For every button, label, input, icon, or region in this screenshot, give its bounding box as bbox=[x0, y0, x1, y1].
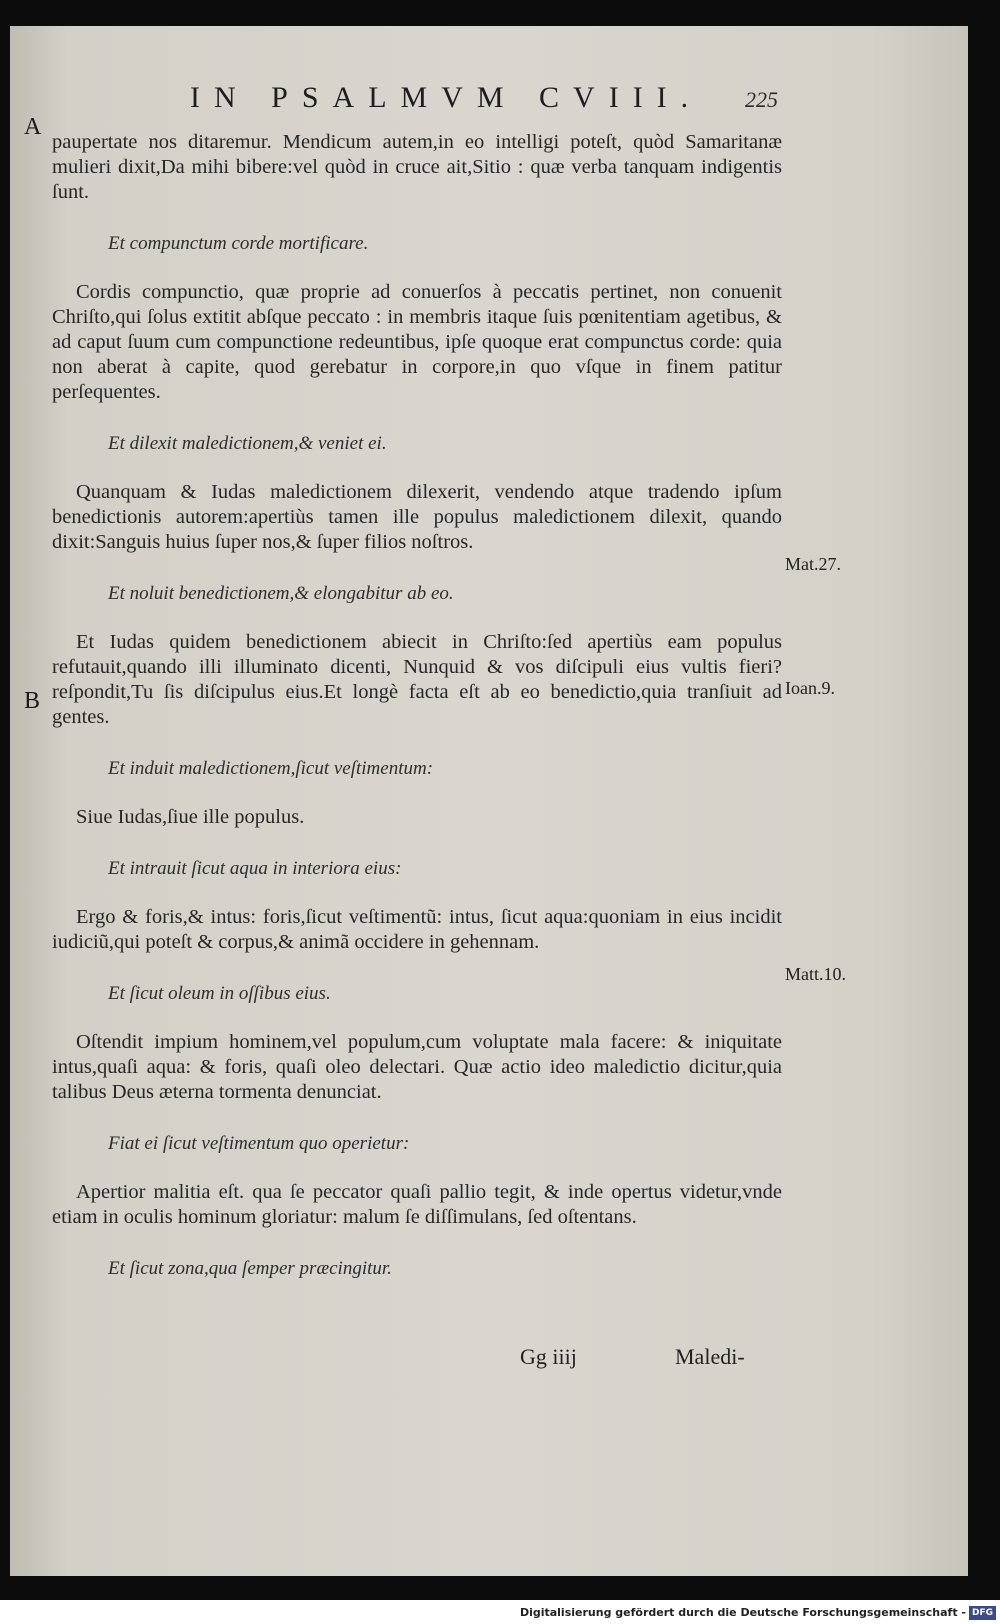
paragraph: Cordis compunctio, quæ proprie ad conuerſos à peccatis pertinet, non conuenit Chriſto,qui ſolus extitit abſque peccato : in membris itaque ſuis pœnitentiam agetibus, & ad caput ſuum cum compunctione redeuntibus, ipſe quoque erat compunctus corde: quia non aberat à capite, quod gerebatur in corpore,in quo vſque in finem patitur perſequentes. bbox=[52, 281, 782, 403]
main-text bbox=[52, 130, 782, 1305]
verse-lemma: Et compunctum corde mortificare. bbox=[108, 233, 369, 254]
verse-lemma: Et ſicut zona,qua ſemper præcingitur. bbox=[108, 1258, 392, 1279]
signature-mark: Gg iiij bbox=[520, 1344, 577, 1369]
section-marker-a: A bbox=[24, 114, 42, 140]
paragraph: Quanquam & Iudas maledictionem dilexerit, vendendo atque tradendo ipſum benedictionis autorem:apertiùs tamen ille populus maledictionem dilexit, quando dixit:Sanguis huius ſuper nos,& ſuper filios noſtros. bbox=[52, 481, 782, 553]
catchword: Maledi- bbox=[675, 1344, 745, 1369]
paragraph: Siue Iudas,ſiue ille populus. bbox=[76, 806, 305, 828]
dfg-logo-icon: DFG bbox=[969, 1606, 996, 1620]
verse-lemma: Et intrauit ſicut aqua in interiora eius: bbox=[108, 858, 402, 879]
book-page bbox=[10, 26, 968, 1576]
verse-lemma: Et induit maledictionem,ſicut veſtimentum: bbox=[108, 758, 434, 779]
paragraph: Apertior malitia eſt. qua ſe peccator quaſi pallio tegit, & inde opertus videtur,vnde etiam in oculis hominum gloriatur: malum ſe diſſimulans, ſed oſtentans. bbox=[52, 1181, 782, 1228]
footer-bar bbox=[0, 1604, 1000, 1624]
verse-lemma: Fiat ei ſicut veſtimentum quo operietur: bbox=[108, 1133, 410, 1154]
paragraph: Ergo & foris,& intus: foris,ſicut veſtimentũ: intus, ſicut aqua:quoniam in eius incidit iudiciũ,qui poteſt & corpus,& animã occidere in gehennam. bbox=[52, 906, 782, 953]
paragraph: paupertate nos ditaremur. Mendicum autem,in eo intelligi poteſt, quòd Samaritanæ mulieri dixit,Da mihi bibere:vel quòd in cruce ait,Sitio : quæ verba tanquam indigentis ſunt. bbox=[52, 131, 782, 203]
paragraph: Oſtendit impium hominem,vel populum,cum voluptate mala facere: & iniquitate intus,quaſi aqua: & foris, quaſi oleo delectari. Quæ actio ideo maledictio dicitur,quia talibus Deus æterna tormenta denunciat. bbox=[52, 1031, 782, 1103]
section-marker-b: B bbox=[24, 688, 41, 714]
verse-lemma: Et dilexit maledictionem,& veniet ei. bbox=[108, 433, 387, 454]
verse-lemma: Et ſicut oleum in oſſibus eius. bbox=[108, 983, 331, 1004]
paragraph: Et Iudas quidem benedictionem abiecit in Chriſto:ſed apertiùs eam populus refutauit,quando illi illuminato dicenti, Nunquid & vos diſcipuli eius vultis fieri? reſpondit,Tu ſis diſcipulus eius.Et longè facta eſt ab eo benedictio,quia tranſiuit ad gentes. bbox=[52, 631, 782, 728]
page-header bbox=[10, 81, 968, 121]
page-number: 225 bbox=[745, 87, 778, 112]
verse-lemma: Et noluit benedictionem,& elongabitur ab eo. bbox=[108, 583, 454, 604]
running-title: IN PSALMVM CVIII. bbox=[190, 81, 703, 114]
funding-credit: Digitalisierung gefördert durch die Deutsche Forschungsgemeinschaft - bbox=[519, 1606, 966, 1619]
catchline bbox=[10, 1344, 968, 1374]
margin-note-ioan9: Ioan.9. bbox=[785, 678, 835, 698]
margin-note-matt10: Matt.10. bbox=[785, 964, 846, 984]
margin-note-mat27: Mat.27. bbox=[785, 554, 841, 574]
